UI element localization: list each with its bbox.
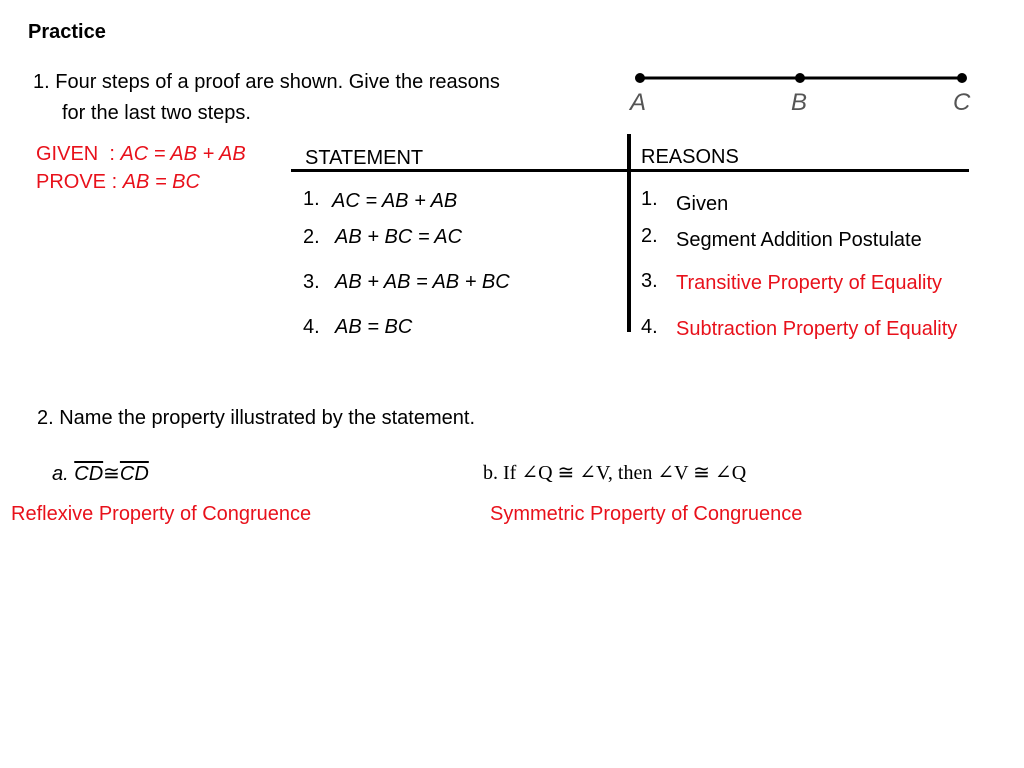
statement-3: AB + AB = AB + BC [335, 271, 510, 293]
segment-cd-left: $\overline{CD}$ [74, 463, 104, 485]
reason-1: Given [676, 193, 729, 215]
statement-4: AB = BC [335, 316, 413, 338]
reason-3-number: 3. [641, 270, 658, 292]
given-line [36, 143, 246, 166]
question-2-prompt: 2. Name the property illustrated by the statement. [37, 407, 475, 429]
statement-1: AC = AB + AB [332, 190, 458, 212]
part-a-statement [52, 461, 149, 486]
point-b-label: B [791, 89, 808, 116]
reason-1-number: 1. [641, 188, 658, 210]
statement-4-number: 4. [303, 316, 320, 338]
prove-label: PROVE : [36, 171, 123, 193]
point-a-label: A [630, 89, 647, 116]
reasons-header: REASONS [641, 146, 739, 168]
reason-4-answer: Subtraction Property of Equality [676, 318, 958, 340]
given-expression: AC = AB + AB [120, 143, 246, 165]
page-title: Practice [28, 21, 106, 43]
point-a-dot [635, 73, 645, 83]
segment-diagram [620, 62, 980, 122]
prove-expression: AB = BC [122, 171, 200, 193]
part-b-answer: Symmetric Property of Congruence [490, 503, 803, 525]
point-c-dot [957, 73, 967, 83]
question-1-line-1: 1. Four steps of a proof are shown. Give the reasons [33, 71, 500, 93]
given-label: GIVEN : [36, 143, 121, 165]
statement-2: AB + BC = AC [335, 226, 463, 248]
statement-3-number: 3. [303, 271, 320, 293]
reason-4-number: 4. [641, 316, 658, 338]
prove-line [36, 171, 200, 194]
point-b-dot [795, 73, 805, 83]
statement-header: STATEMENT [305, 147, 424, 169]
part-b-statement: b. If ∠Q ≅ ∠V, then ∠V ≅ ∠Q [483, 462, 747, 484]
congruent-symbol: ≅ [103, 463, 120, 485]
reason-2-number: 2. [641, 225, 658, 247]
reason-3-answer: Transitive Property of Equality [676, 272, 943, 294]
statement-1-number: 1. [303, 188, 320, 210]
table-vertical-rule [627, 134, 631, 332]
part-a-answer: Reflexive Property of Congruence [11, 503, 312, 525]
statement-2-number: 2. [303, 226, 320, 248]
segment-cd-right: $\overline{CD}$ [119, 463, 149, 485]
reason-2: Segment Addition Postulate [676, 229, 922, 251]
part-a-label: a. [52, 463, 75, 485]
question-1-line-2: for the last two steps. [62, 102, 251, 124]
point-c-label: C [953, 89, 971, 116]
